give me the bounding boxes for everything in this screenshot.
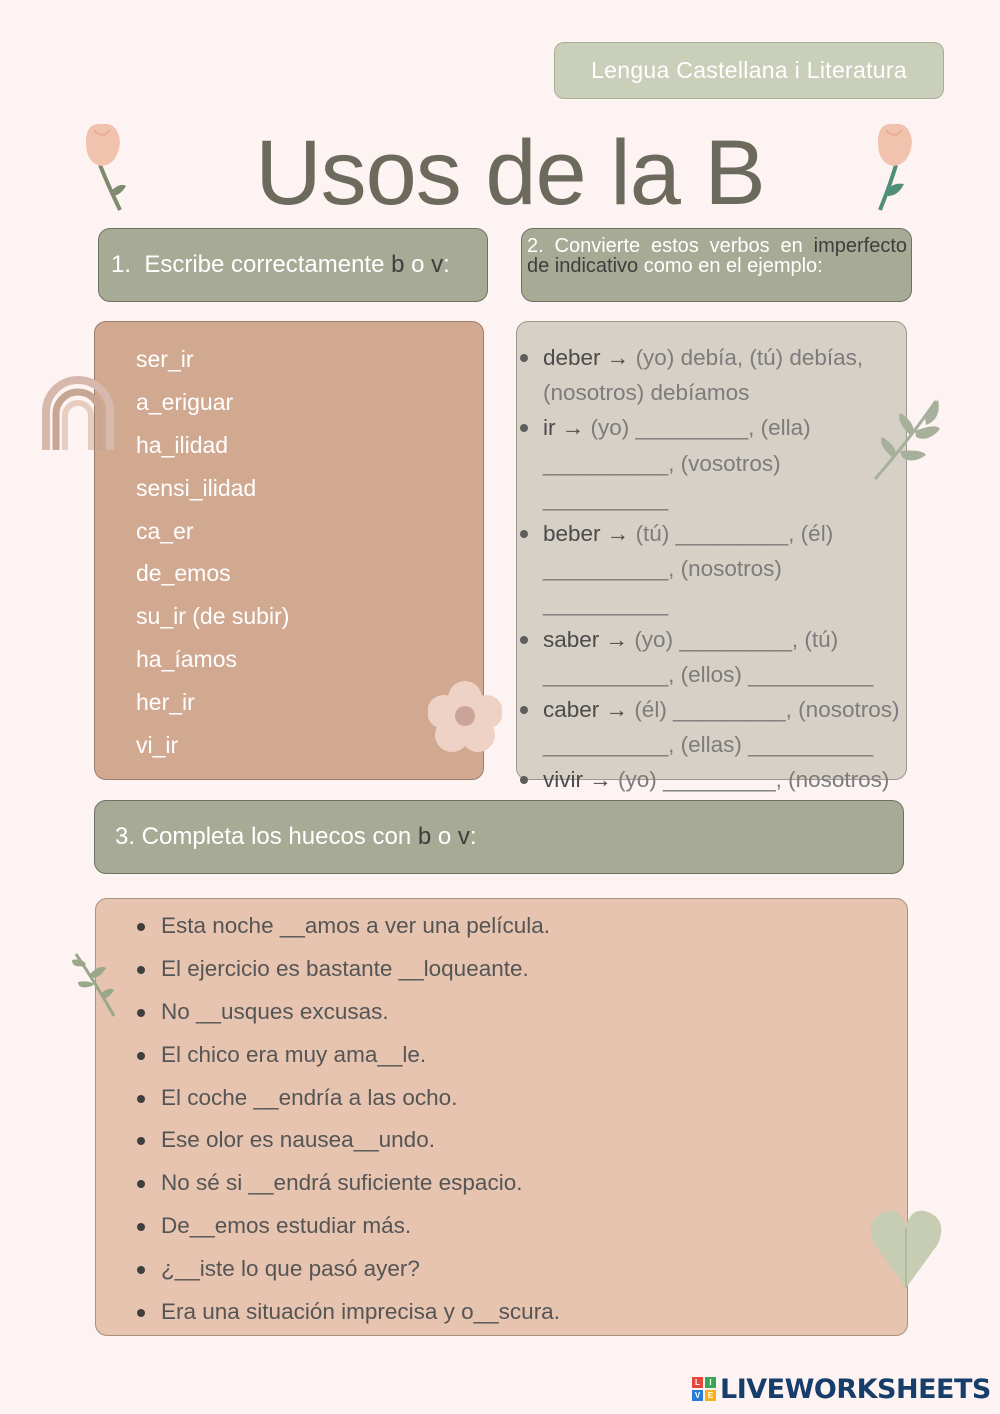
section-1-colon: :	[443, 251, 450, 278]
section-3-letter-b: b	[417, 823, 432, 850]
section-1-header	[98, 228, 488, 302]
verb-label: vivir	[543, 767, 583, 793]
sentence-item[interactable]	[96, 950, 907, 993]
leaf-sprig-small-icon	[70, 950, 120, 1020]
verb-label: saber	[543, 626, 600, 652]
word-list	[136, 342, 289, 771]
rainbow-icon	[40, 370, 116, 452]
section-3-prefix: 3. Completa los huecos con	[115, 823, 418, 850]
section-3-colon: :	[469, 823, 477, 850]
arrow: →	[599, 697, 635, 723]
section-1-letter-v: v	[431, 251, 444, 278]
sentence-text: El chico era muy ama__le.	[161, 1041, 427, 1067]
word-item[interactable]: sensi_ilidad	[136, 474, 257, 501]
logo-text: LIVEWORKSHEETS	[720, 1373, 991, 1405]
verb-item[interactable]	[517, 516, 906, 622]
verb-answer: (tú) _________, (él) __________, (nosotros) __________	[543, 521, 834, 617]
sentence-item[interactable]	[96, 1164, 907, 1207]
word-item[interactable]: ca_er	[136, 517, 194, 544]
sentence-item[interactable]	[96, 1079, 907, 1122]
word-item[interactable]: her_ir	[136, 689, 195, 716]
arrow: →	[555, 415, 591, 441]
sentence-item[interactable]	[96, 1121, 907, 1164]
sentence-text: Ese olor es nausea__undo.	[161, 1127, 435, 1153]
logo-mark-icon: L I V E	[692, 1377, 716, 1401]
verb-answer: (yo) _________, (ella) __________, (vosotros) __________	[543, 415, 811, 511]
section-2-emphasis: imperfecto de indicativo	[527, 235, 907, 277]
word-item[interactable]: ser_ir	[136, 346, 194, 372]
sentence-text: Esta noche __amos a ver una película.	[161, 913, 550, 938]
word-item[interactable]: ha_íamos	[136, 646, 238, 673]
word-panel	[94, 321, 484, 780]
verb-answer: (yo) debía, (tú) debías, (nosotros) debíamos	[543, 345, 864, 406]
word-item[interactable]: a_eriguar	[136, 388, 234, 415]
verb-label: ir	[543, 415, 556, 441]
section-1-letter-o: o	[404, 251, 432, 278]
verb-label: deber	[543, 345, 601, 370]
sentence-text: Era una situación imprecisa y o__scura.	[161, 1299, 560, 1325]
arrow: →	[600, 345, 636, 370]
verb-panel	[516, 321, 907, 793]
section-1-letter-b: b	[391, 251, 405, 278]
sentence-text: ¿__iste lo que pasó ayer?	[161, 1256, 420, 1282]
verb-answer: (él) _________, (nosotros) __________, (ellas) __________	[543, 697, 900, 758]
section-2-suffix: como en el ejemplo:	[643, 255, 823, 277]
arrow: →	[600, 521, 636, 547]
word-item[interactable]: su_ir (de subir)	[136, 603, 290, 630]
section-1-prefix: 1. Escribe correctamente	[111, 251, 392, 278]
leaf-sprig-icon	[870, 395, 945, 483]
section-2-prefix: 2. Convierte estos verbos en	[527, 235, 814, 257]
sentence-item[interactable]	[96, 1250, 907, 1293]
section-3-header	[94, 800, 904, 874]
sentence-text: El ejercicio es bastante __loqueante.	[161, 955, 529, 981]
sentence-text: No __usques excusas.	[161, 998, 389, 1024]
tulip-left-icon	[80, 120, 130, 215]
sentence-text: De__emos estudiar más.	[161, 1213, 412, 1239]
verb-item[interactable]	[517, 622, 906, 692]
sentence-item[interactable]	[96, 1036, 907, 1079]
word-item[interactable]: de_emos	[136, 560, 231, 587]
sentence-item[interactable]	[96, 1293, 907, 1336]
verb-answer: (yo) _________, (nosotros)	[618, 767, 890, 793]
tulip-right-icon	[870, 120, 920, 215]
sentence-item[interactable]	[96, 1207, 907, 1250]
verb-label: beber	[543, 521, 601, 547]
sentence-text: No sé si __endrá suficiente espacio.	[161, 1170, 523, 1196]
section-2-header	[521, 228, 912, 302]
word-item[interactable]: vi_ir	[136, 732, 179, 759]
sentence-panel	[95, 898, 908, 1336]
liveworksheets-logo[interactable]	[692, 1372, 991, 1406]
sentence-item[interactable]	[96, 907, 907, 950]
verb-item[interactable]	[517, 692, 906, 762]
subject-tag: Lengua Castellana i Literatura	[554, 42, 944, 99]
heart-icon	[868, 1208, 944, 1292]
verb-item[interactable]	[517, 410, 906, 516]
page-title: Usos de la B	[255, 122, 765, 224]
section-3-letter-o: o	[431, 823, 458, 850]
sentence-list	[96, 907, 907, 1336]
verb-answer: (yo) _________, (tú) __________, (ellos) __________	[543, 626, 874, 687]
verb-label: caber	[543, 697, 600, 723]
sentence-text: El coche __endría a las ocho.	[161, 1084, 458, 1110]
sentence-item[interactable]	[96, 993, 907, 1036]
arrow: →	[583, 767, 619, 793]
section-3-letter-v: v	[457, 823, 470, 850]
word-item[interactable]: ha_ilidad	[136, 431, 229, 458]
flower-icon	[428, 680, 502, 752]
verb-item[interactable]	[517, 340, 906, 410]
arrow: →	[599, 626, 635, 652]
verb-list	[517, 340, 906, 868]
